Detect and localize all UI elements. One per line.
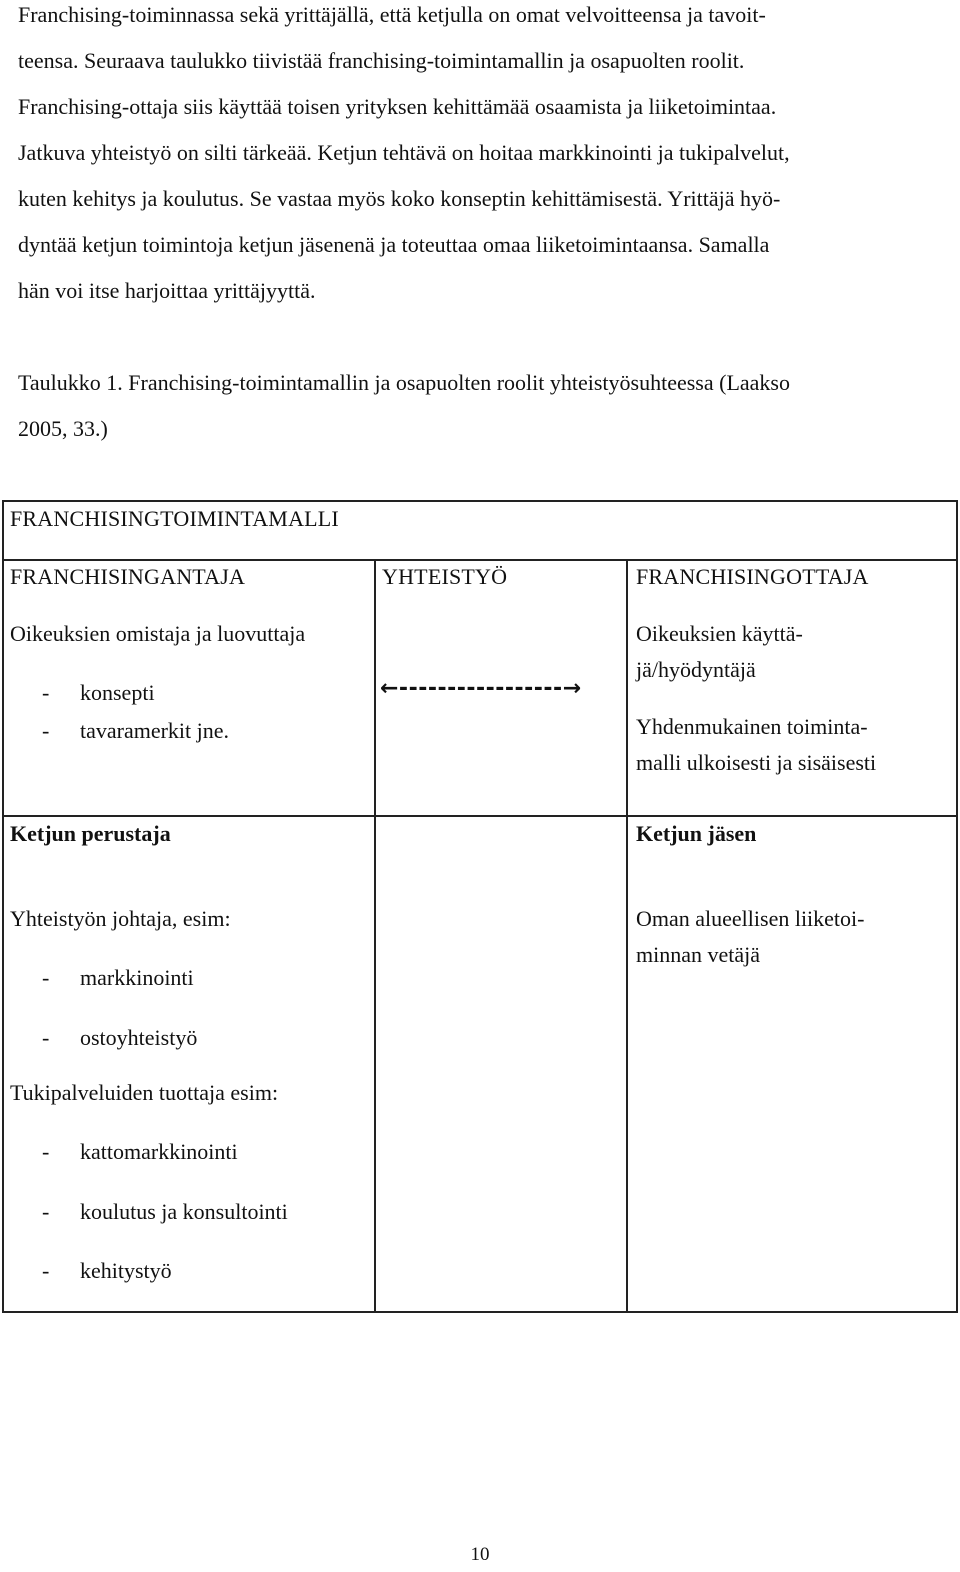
list-dash: - [42,680,50,705]
list-dash: - [42,1139,50,1164]
franchising-table [2,500,958,1313]
cooperation-arrow: ←-----------------→ [380,676,582,701]
intro-line: teensa. Seuraava taulukko tiivistää franchising-toimintamallin ja osapuolten roolit. [18,48,745,73]
franchisee-desc-line: Yhdenmukainen toiminta- [636,714,868,739]
chain-founder-label: Ketjun perustaja [10,821,171,846]
franchisee-role-line: jä/hyödyntäjä [636,657,756,682]
table-border-left [2,500,4,1313]
table-border-right [956,500,958,1313]
list-item-text: kattomarkkinointi [80,1139,238,1164]
group-title-cooperation-leader: Yhteistyön johtaja, esim: [10,906,231,931]
table-border-bottom [2,1311,958,1313]
list-item [10,1139,238,1165]
list-dash: - [42,718,50,743]
list-item-text: kehitystyö [80,1258,172,1283]
list-dash: - [42,1258,50,1283]
intro-line: hän voi itse harjoittaa yrittäjyyttä. [18,278,316,303]
chain-member-label: Ketjun jäsen [636,821,757,846]
title-row-divider [2,559,958,561]
list-item-text: konsepti [80,680,155,705]
table-title: FRANCHISINGTOIMINTAMALLI [10,506,339,531]
list-dash: - [42,1199,50,1224]
intro-line: Franchising-toiminnassa sekä yrittäjällä, että ketjulla on omat velvoitteensa ja tavoit- [18,2,766,27]
page-number: 10 [470,1544,490,1565]
list-item-text: markkinointi [80,965,194,990]
intro-line: Franchising-ottaja siis käyttää toisen yrityksen kehittämää osaamista ja liiketoimintaa. [18,94,777,119]
column-header-franchisor: FRANCHISINGANTAJA [10,564,246,589]
intro-paragraph [18,0,948,314]
franchisee-desc-line: malli ulkoisesti ja sisäisesti [636,750,877,775]
intro-line: kuten kehitys ja koulutus. Se vastaa myös koko konseptin kehittämisestä. Yrittäjä hyö- [18,186,781,211]
list-dash: - [42,1025,50,1050]
list-item [10,680,155,706]
list-item [10,1258,172,1284]
list-item [10,718,229,744]
group-title-support-services: Tukipalveluiden tuottaja esim: [10,1080,279,1105]
column-divider-right [626,559,628,1313]
intro-line: dyntää ketjun toimintoja ketjun jäsenenä ja toteuttaa omaa liiketoimintaansa. Samalla [18,232,770,257]
list-item-text: koulutus ja konsultointi [80,1199,288,1224]
list-item-text: tavaramerkit jne. [80,718,230,743]
column-header-cooperation: YHTEISTYÖ [382,564,508,589]
franchisee-bottom-line: minnan vetäjä [636,942,761,967]
list-item [10,1199,288,1225]
franchisee-bottom-line: Oman alueellisen liiketoi- [636,906,865,931]
table-caption [18,360,948,452]
caption-line: 2005, 33.) [18,416,108,441]
list-item [10,965,194,991]
column-divider-left [374,559,376,1313]
list-dash: - [42,965,50,990]
list-item [10,1025,197,1051]
middle-row-divider [2,815,958,817]
caption-line: Taulukko 1. Franchising-toimintamallin ja osapuolten roolit yhteistyösuhteessa (Laakso [18,370,790,395]
column-header-franchisee: FRANCHISINGOTTAJA [636,564,869,589]
list-item-text: ostoyhteistyö [80,1025,198,1050]
table-border-top [2,500,958,502]
intro-line: Jatkuva yhteistyö on silti tärkeää. Ketjun tehtävä on hoitaa markkinointi ja tukipalvelut, [18,140,790,165]
franchisor-role: Oikeuksien omistaja ja luovuttaja [10,621,306,646]
franchisee-role-line: Oikeuksien käyttä- [636,621,803,646]
